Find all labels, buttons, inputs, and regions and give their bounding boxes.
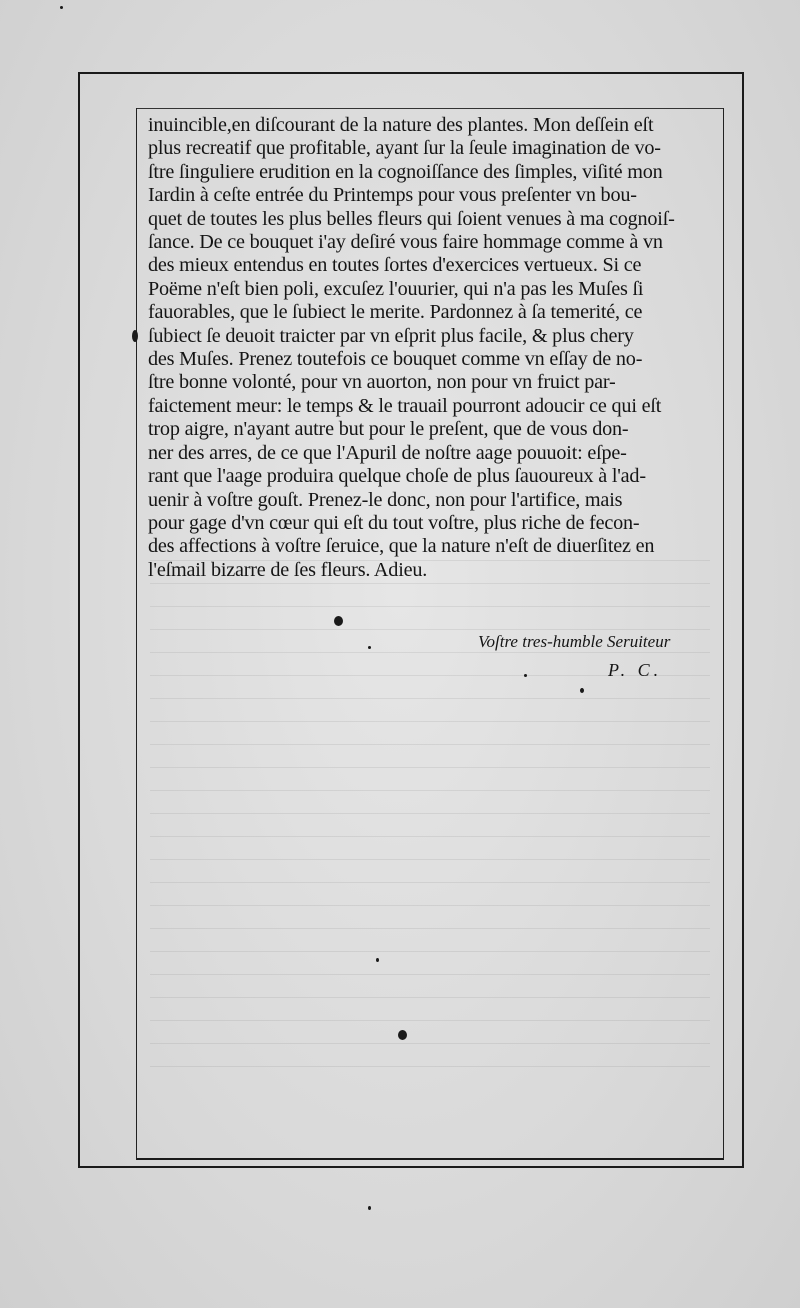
letter-line: ner des arres, de ce que l'Apuril de noſtre aage pouuoit: eſpe- xyxy=(148,441,627,464)
ink-speck xyxy=(524,674,527,677)
ink-speck xyxy=(368,646,371,649)
letter-line: uenir à voſtre gouſt. Prenez-le donc, non pour l'artifice, mais xyxy=(148,488,623,511)
letter-line: ſubiect ſe deuoit traicter par vn eſprit plus facile, & plus chery xyxy=(148,324,634,347)
letter-line: ſance. De ce bouquet i'ay deſiré vous faire hommage comme à vn xyxy=(148,231,663,254)
letter-line: Iardin à ceſte entrée du Printemps pour vous preſenter vn bou- xyxy=(148,184,637,207)
letter-line: quet de toutes les plus belles fleurs qui ſoient venues à ma cognoiſ- xyxy=(148,207,675,230)
letter-line: Poëme n'eſt bien poli, excuſez l'ouurier, qui n'a pas les Muſes ſi xyxy=(148,277,644,300)
letter-line: rant que l'aage produira quelque choſe de plus ſauoureux à l'ad- xyxy=(148,465,646,488)
letter-line: pour gage d'vn cœur qui eſt du tout voſtre, plus riche de fecon- xyxy=(148,511,640,534)
ink-speck xyxy=(580,688,584,693)
letter-line: des mieux entendus en toutes ſortes d'exercices vertueux. Si ce xyxy=(148,254,642,277)
letter-line: inuincible,en diſcourant de la nature des plantes. Mon deſſein eſt xyxy=(148,114,654,136)
letter-line: des affections à voſtre ſeruice, que la nature n'eſt de diuerſitez en xyxy=(148,535,655,558)
letter-line: des Muſes. Prenez toutefois ce bouquet comme vn eſſay de no- xyxy=(148,348,643,371)
letter-line: ſtre bonne volonté, pour vn auorton, non pour vn fruict par- xyxy=(148,371,616,394)
ink-speck xyxy=(376,958,379,962)
ink-speck xyxy=(368,1206,371,1210)
ink-speck xyxy=(398,1030,407,1040)
ink-speck xyxy=(334,616,343,626)
letter-line: faictement meur: le temps & le trauail pourront adoucir ce qui eſt xyxy=(148,394,662,417)
letter-line: l'eſmail bizarre de ſes fleurs. Adieu. xyxy=(148,558,428,581)
letter-line: plus recreatif que profitable, ayant ſur la ſeule imagination de vo- xyxy=(148,137,661,160)
author-initials: P. C. xyxy=(608,660,663,680)
letter-body xyxy=(148,114,718,582)
letter-line: fauorables, que le ſubiect le merite. Pardonnez à ſa temerité, ce xyxy=(148,301,643,324)
ink-speck xyxy=(132,330,138,342)
ink-speck xyxy=(60,6,63,9)
letter-line: trop aigre, n'ayant autre but pour le preſent, que de vous don- xyxy=(148,418,629,441)
signature-line: Voſtre tres-humble Seruiteur xyxy=(478,632,671,651)
letter-line: ſtre ſinguliere erudition en la cognoiſſance des ſimples, viſité mon xyxy=(148,160,663,183)
